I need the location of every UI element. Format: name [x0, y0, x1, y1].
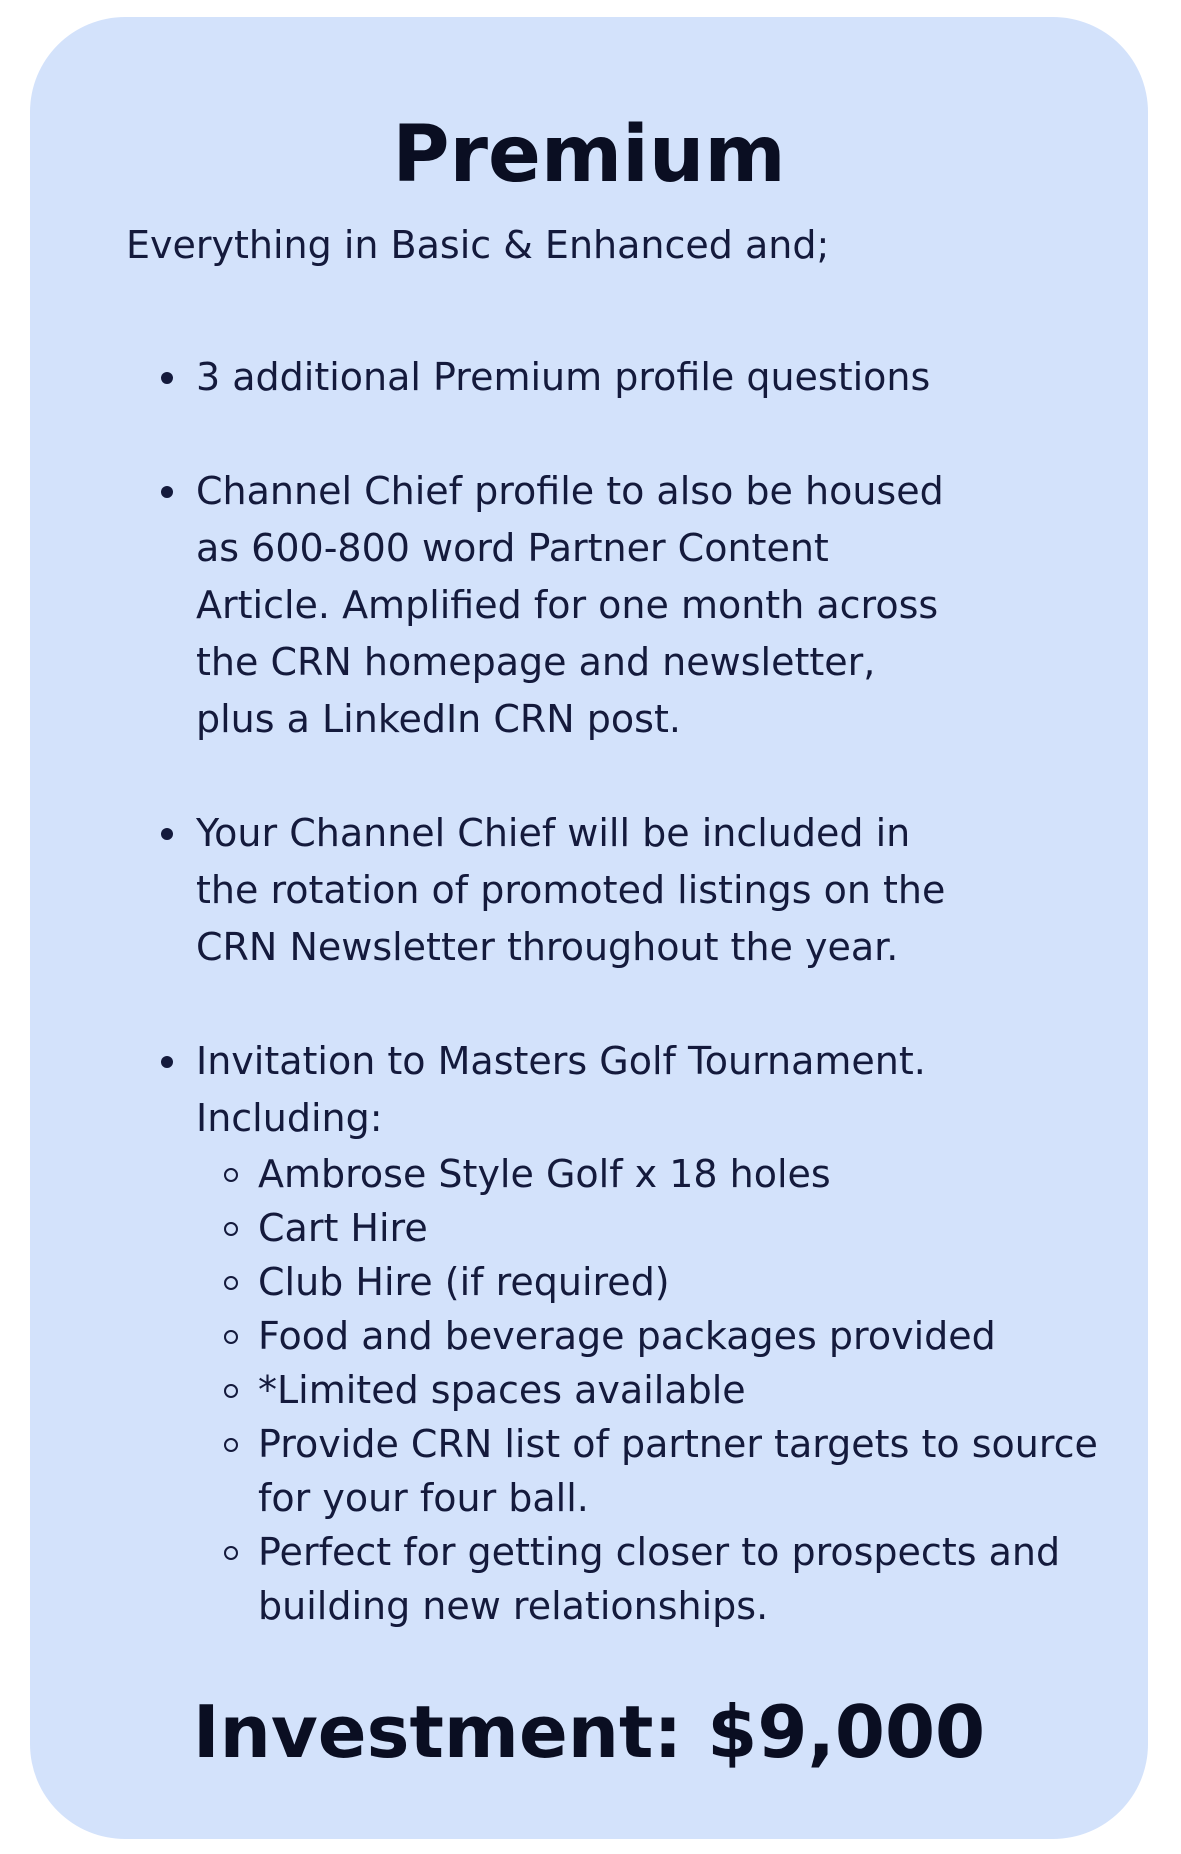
inclusion-item [258, 1147, 1153, 1201]
circle-bullet-icon [224, 1546, 238, 1560]
feature-list [196, 349, 1098, 1633]
feature-text: 3 additional Premium profile questions [196, 355, 931, 399]
feature-item [196, 805, 956, 976]
inclusion-text: Perfect for getting closer to prospects and building new relationships. [258, 1530, 1061, 1628]
circle-bullet-icon [224, 1384, 238, 1398]
circle-bullet-icon [224, 1168, 238, 1182]
feature-item [196, 463, 956, 748]
feature-item [196, 349, 1076, 406]
inclusion-text: *Limited spaces available [258, 1368, 746, 1412]
circle-bullet-icon [224, 1330, 238, 1344]
pricing-card [30, 17, 1148, 1839]
inclusion-item [258, 1201, 1153, 1255]
inclusion-text: Provide CRN list of partner targets to source for your four ball. [258, 1422, 1098, 1520]
inclusion-text: Ambrose Style Golf x 18 holes [258, 1152, 831, 1196]
circle-bullet-icon [224, 1222, 238, 1236]
feature-text: Invitation to Masters Golf Tournament. Including: [196, 1039, 926, 1140]
bullet-icon [161, 372, 173, 384]
bullet-icon [161, 828, 173, 840]
circle-bullet-icon [224, 1438, 238, 1452]
investment-price: Investment: $9,000 [192, 1690, 986, 1774]
feature-text: Channel Chief profile to also be housed as 600-800 word Partner Content Article. Amplified for one month across the CRN homepage and newsletter, plus a LinkedIn CRN post. [196, 469, 944, 741]
golf-inclusions-list [258, 1147, 1153, 1633]
circle-bullet-icon [224, 1276, 238, 1290]
intro-text: Everything in Basic & Enhanced and; [126, 223, 830, 267]
inclusion-text: Cart Hire [258, 1206, 428, 1250]
inclusion-item [258, 1309, 1153, 1363]
bullet-icon [161, 486, 173, 498]
feature-text: Your Channel Chief will be included in the rotation of promoted listings on the CRN Newsletter throughout the year. [196, 811, 946, 969]
inclusion-text: Food and beverage packages provided [258, 1314, 996, 1358]
plan-title: Premium [392, 110, 786, 200]
inclusion-item [258, 1255, 1153, 1309]
bullet-icon [161, 1056, 173, 1068]
inclusion-text: Club Hire (if required) [258, 1260, 670, 1304]
inclusion-item [258, 1363, 1153, 1417]
inclusion-item [258, 1417, 1153, 1525]
feature-item [196, 1033, 1098, 1633]
inclusion-item [258, 1525, 1153, 1633]
